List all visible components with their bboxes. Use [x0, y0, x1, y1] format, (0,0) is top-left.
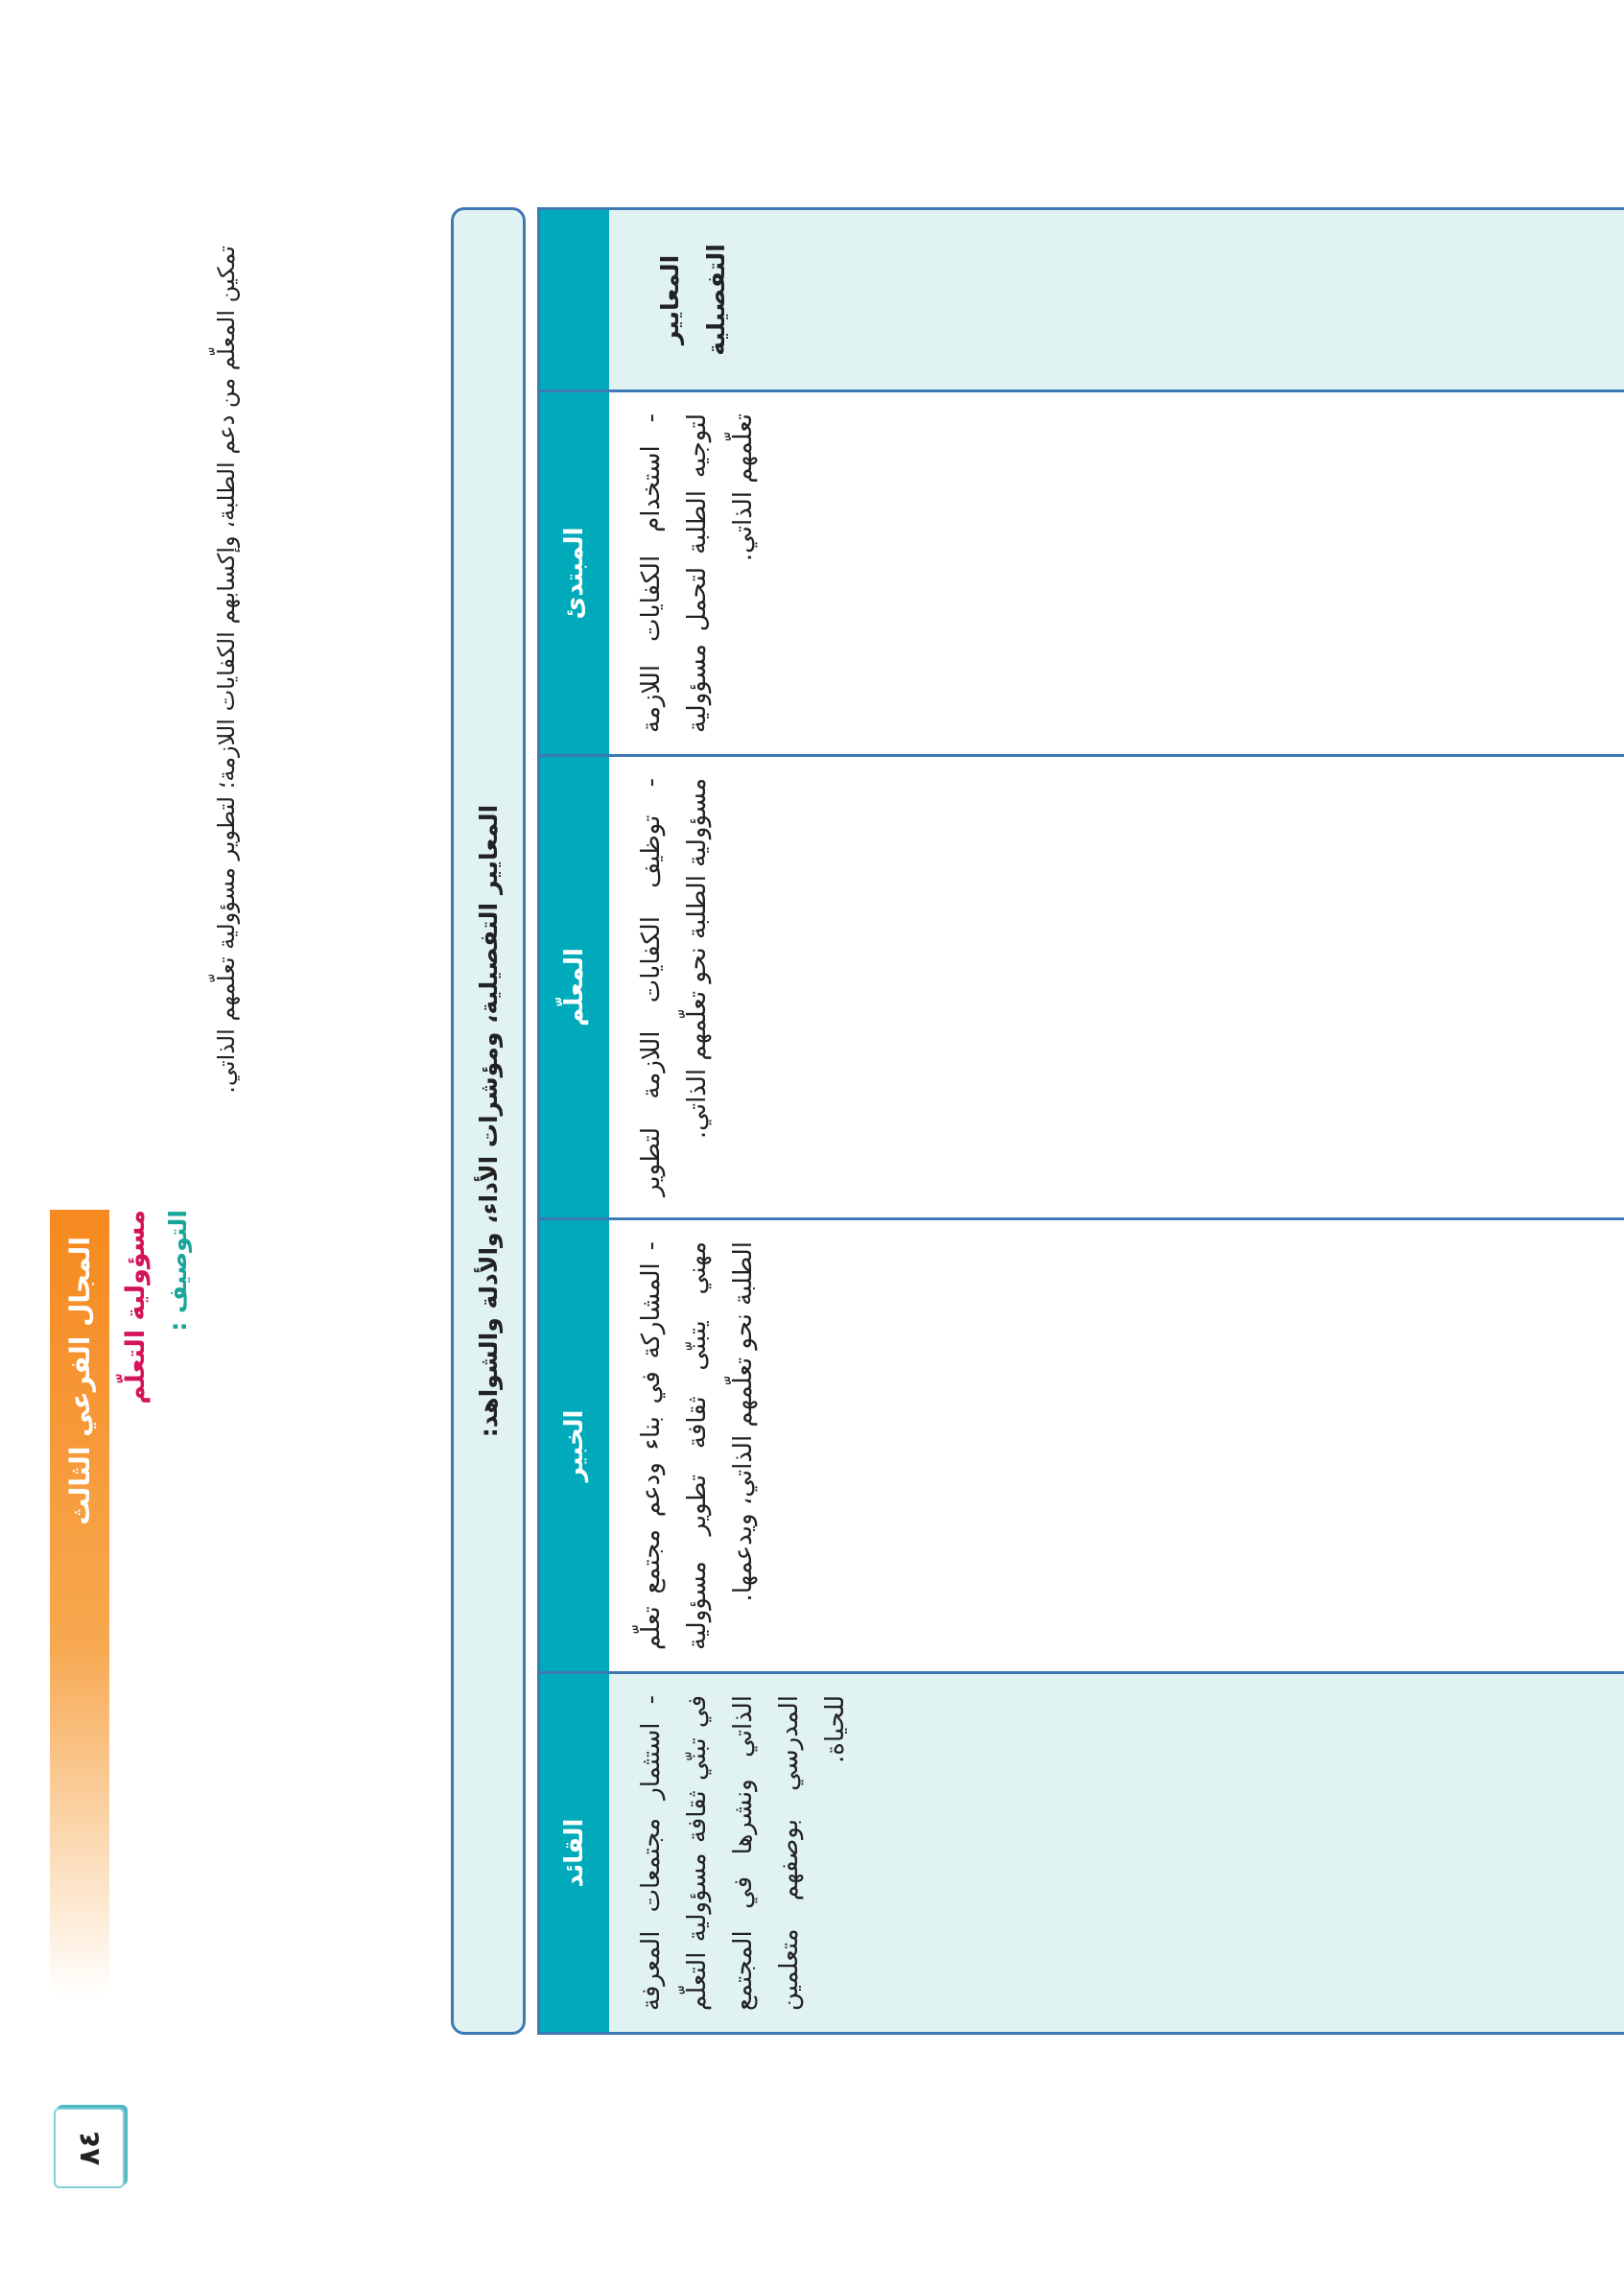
criteria-table	[537, 207, 1624, 2035]
table-row	[609, 210, 1624, 2032]
header-beginner: المبتدئ	[540, 392, 609, 757]
criteria-label-cell	[609, 210, 1624, 392]
header-teacher: المعلّم	[540, 757, 609, 1220]
section-banner	[50, 1210, 109, 1996]
criteria-label: المعايير التفصيلية	[656, 244, 730, 356]
header-leader: القائد	[540, 1674, 609, 2032]
section-title: المجال الفرعي الثالث	[63, 1237, 96, 1525]
table-header-row	[540, 210, 609, 2032]
header-criteria	[540, 210, 609, 392]
cell-teacher: - توظيف الكفايات اللازمة لتطوير مسؤولية الطلبة نحو تعلّمهم الذاتي.	[609, 757, 1624, 1220]
description-label-line	[157, 1210, 200, 1996]
cell-leader: - استثمار مجتمعات المعرفة في تبنّي ثقافة مسؤولية التعلّم الذاتي ونشرها في المجتمع المدرسي بوصفهم متعلمين للحياة.	[609, 1674, 1624, 2032]
description-label: التوصيف :	[164, 1210, 192, 1332]
header-expert: الخبير	[540, 1220, 609, 1674]
page-number: ٨٤	[54, 2108, 125, 2188]
section-subtitle: مسؤولية التعلّم	[121, 1210, 151, 1404]
cell-beginner: - استخدام الكفايات اللازمة لتوجيه الطلبة لتحمل مسؤولية تعلّمهم الذاتي.	[609, 392, 1624, 757]
criteria-bar: المعايير التفصيلية، ومؤشرات الأداء، والأدلة والشواهد:	[451, 207, 526, 2035]
description-text: تمكين المعلّم من دعم الطلبة، وإكسابهم الكفايات اللازمة؛ لتطوير مسؤولية تعلّمهم الذاتي.	[213, 246, 240, 1094]
cell-expert: - المشاركة في بناء ودعم مجتمع تعلّم مهني يتبنّى ثقافة تطوير مسؤولية الطلبة نحو تعلّمهم الذاتي، ويدعمها.	[609, 1220, 1624, 1674]
